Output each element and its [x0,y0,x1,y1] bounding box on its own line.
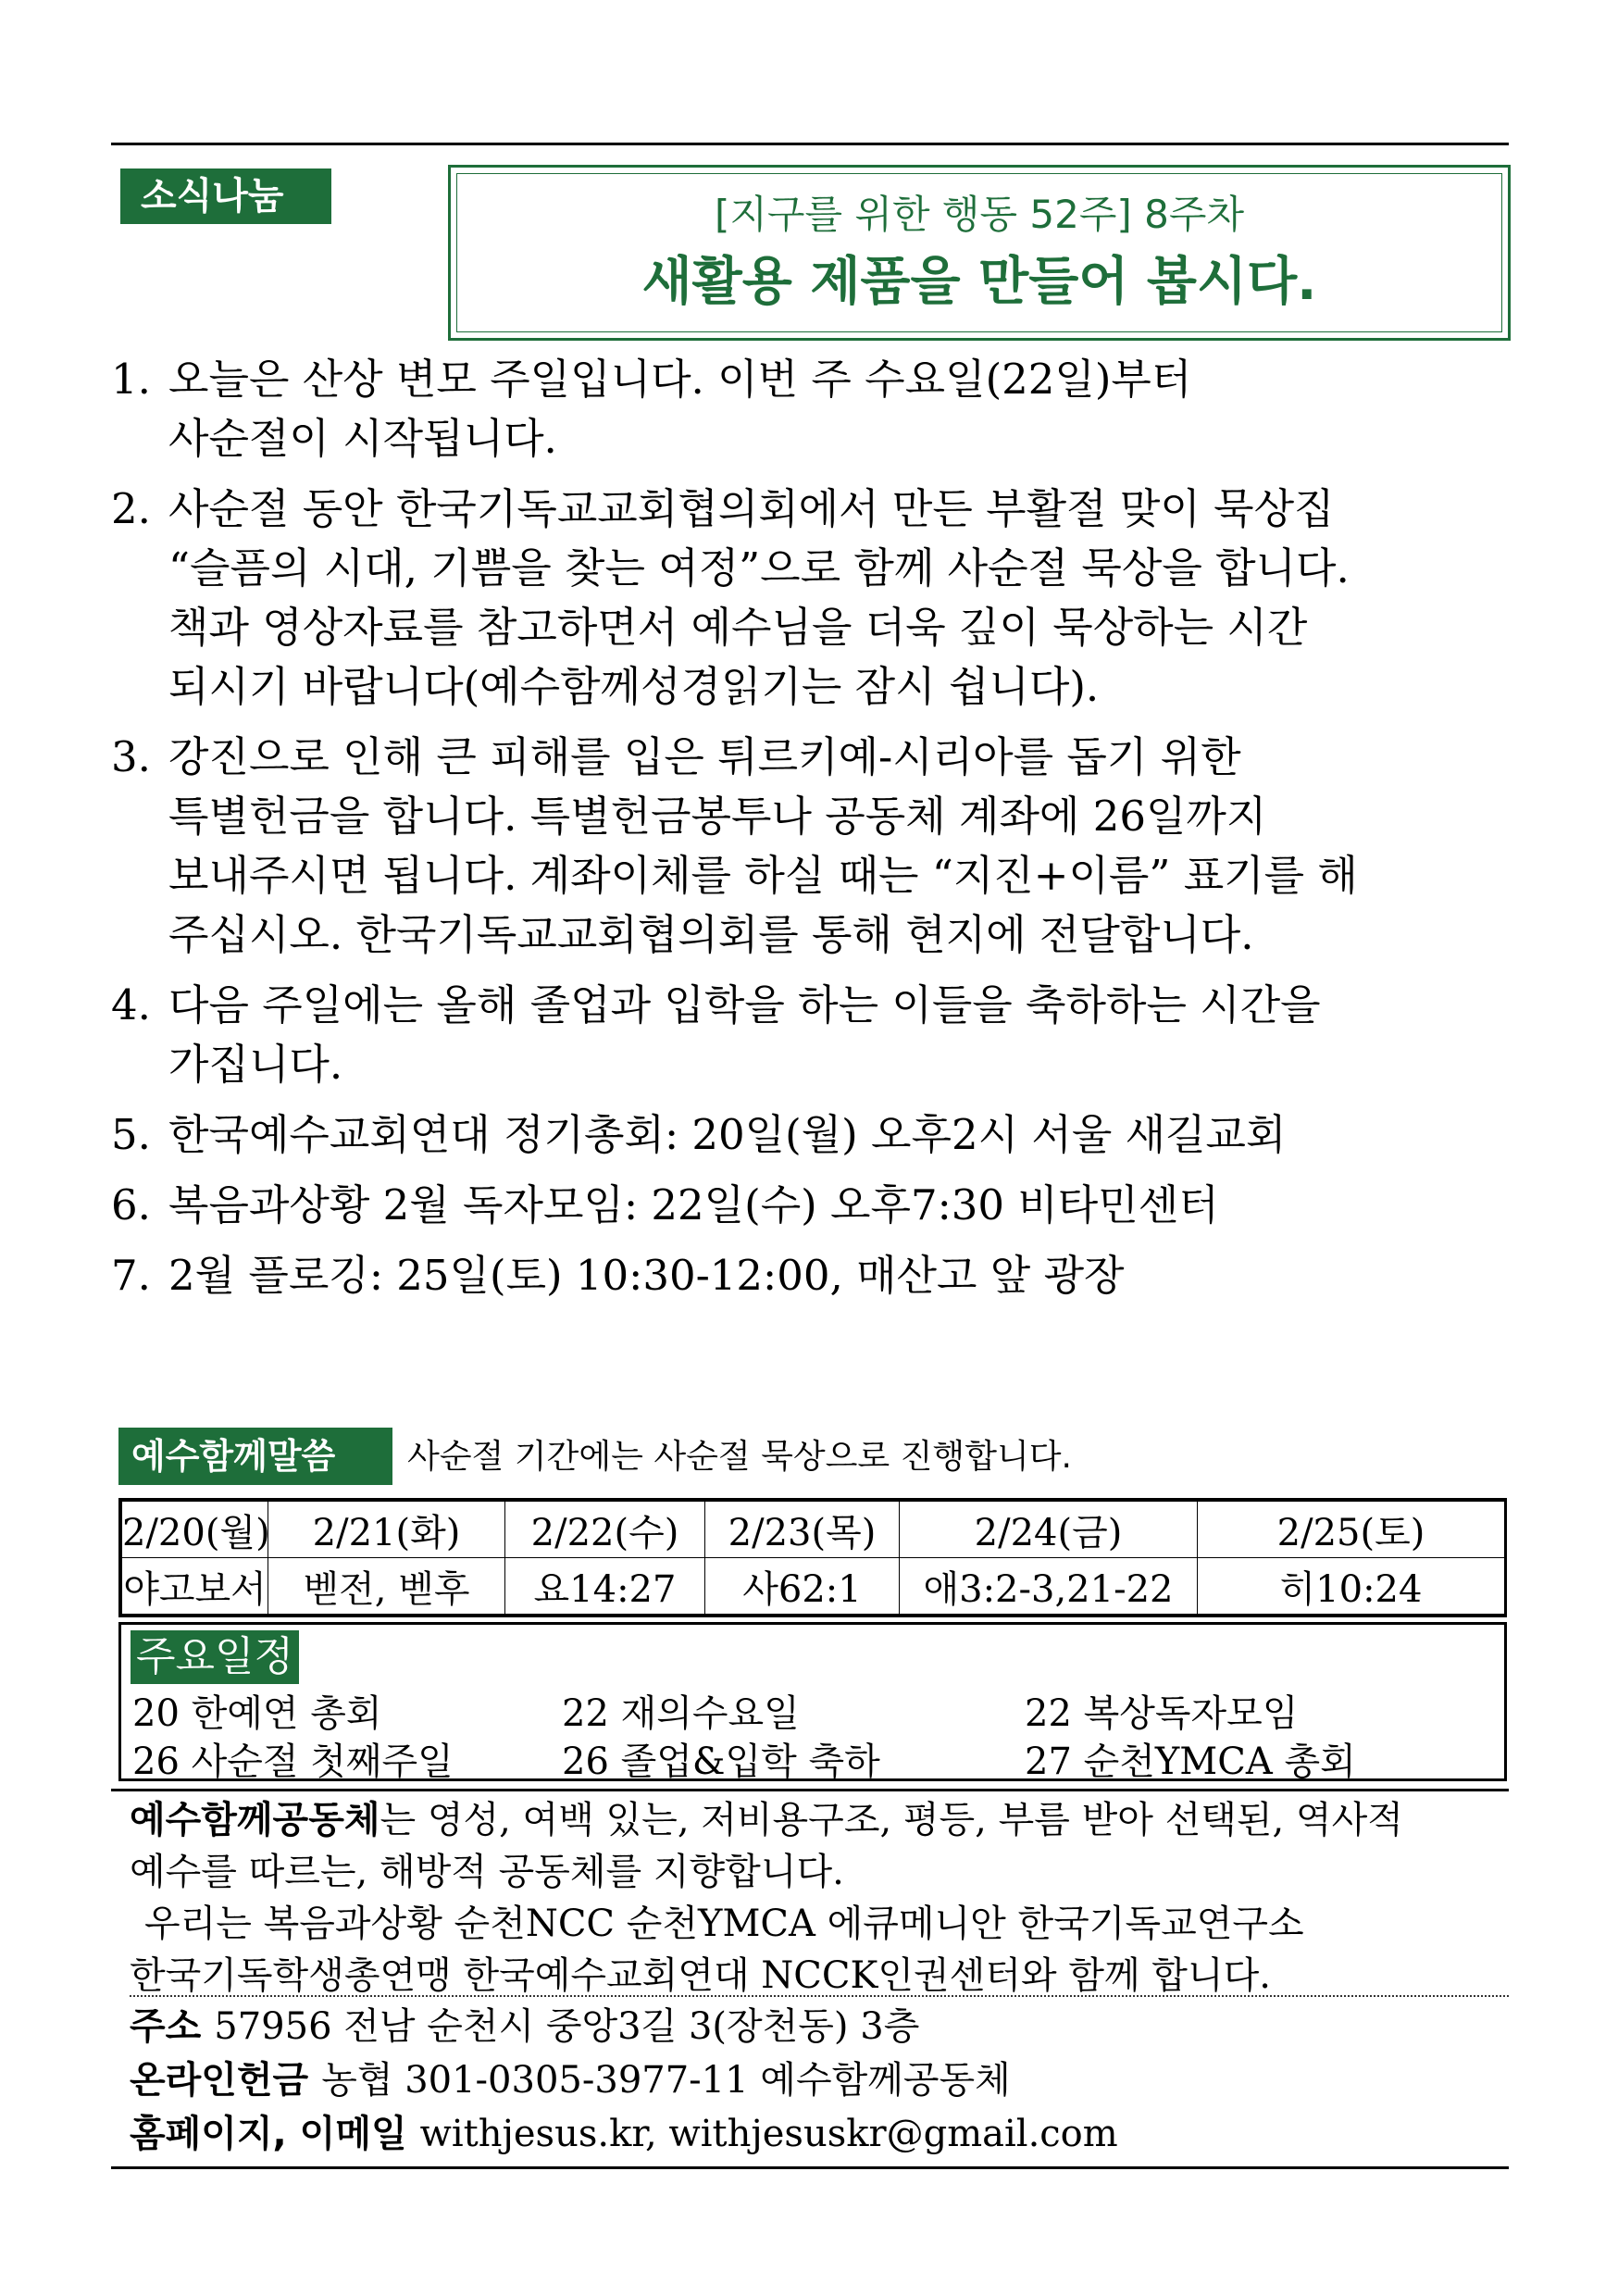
table-row [122,1502,1505,1558]
news-item-line: 사순절 동안 한국기독교교회협의회에서 만든 부활절 맞이 묵상집 [168,484,1335,533]
news-item-line: 강진으로 인해 큰 피해를 입은 튀르키예-시리아를 돕기 위한 [168,732,1241,781]
about-line: 한국기독학생총연맹 한국예수교회연대 NCCK인권센터와 함께 합니다. [130,1954,1271,1997]
news-item [111,976,1518,1094]
news-item-line: “슬픔의 시대, 기쁨을 찾는 여정”으로 함께 사순절 묵상을 합니다. [168,543,1350,593]
news-item-line: 사순절이 시작됩니다. [168,414,557,463]
news-item-number: 4. [111,980,151,1029]
headline-box [448,165,1511,341]
news-item-line: 특별헌금을 합니다. 특별헌금봉투나 공동체 계좌에 26일까지 [168,792,1267,841]
web-value: withjesus.kr, withjesuskr@gmail.com [419,2113,1118,2155]
news-item-line: 주십시오. 한국기독교교회협의회를 통해 현지에 전달합니다. [168,910,1254,959]
about-community [130,1794,1509,2002]
bible-section-tag: 예수함께말씀 [118,1428,392,1485]
mid-rule [111,1789,1509,1791]
news-item [111,480,1518,717]
news-item-line: 책과 영상자료를 참고하면서 예수님을 더욱 깊이 묵상하는 시간 [168,603,1308,652]
news-item-number: 1. [111,355,151,404]
reading-cell: 야고보서 [122,1558,268,1615]
date-cell: 2/22(수) [505,1502,705,1558]
web-line [130,2107,1509,2161]
news-item-number: 2. [111,484,151,533]
about-text: 는 영성, 여백 있는, 저비용구조, 평등, 부름 받아 선택된, 역사적 [380,1799,1403,1841]
news-item-line: 보내주시면 됩니다. 계좌이체를 하실 때는 “지진+이름” 표기를 해 [168,851,1358,900]
news-item [111,1105,1518,1165]
schedule-item: 27 순천YMCA 총회 [1025,1741,1356,1783]
reading-cell: 애3:2-3,21-22 [900,1558,1198,1615]
address-line [130,2000,1509,2053]
news-section-tag: 소식나눔 [120,168,331,224]
web-label: 홈페이지, 이메일 [130,2113,407,2155]
contact-info [130,2000,1509,2161]
schedule-item: 22 재의수요일 [562,1692,800,1735]
news-item-line: 2월 플로깅: 25일(토) 10:30-12:00, 매산고 앞 광장 [168,1251,1125,1300]
news-item-number: 3. [111,732,151,781]
news-item-number: 7. [111,1251,151,1300]
table-row [122,1558,1505,1615]
offering-label: 온라인헌금 [130,2059,309,2102]
news-item-number: 5. [111,1110,151,1159]
news-item [111,350,1518,468]
news-item [111,1246,1518,1305]
reading-cell: 벧전, 벧후 [268,1558,505,1615]
reading-cell: 요14:27 [505,1558,705,1615]
bible-reading-table [118,1498,1507,1617]
date-cell: 2/24(금) [900,1502,1198,1558]
about-line [130,1794,1509,1846]
community-name: 예수함께공동체 [130,1799,380,1841]
news-item-line: 되시기 바랍니다(예수함께성경읽기는 잠시 쉽니다). [168,662,1100,711]
schedule-item: 22 복상독자모임 [1025,1692,1299,1735]
news-item [111,1176,1518,1235]
dotted-divider [130,1995,1509,1997]
about-line: 우리는 복음과상황 순천NCC 순천YMCA 에큐메니안 한국기독교연구소 [144,1903,1304,1945]
about-line: 예수를 따르는, 해방적 공동체를 지향합니다. [130,1851,844,1893]
address-value: 57956 전남 순천시 중앙3길 3(장천동) 3층 [214,2005,920,2048]
headline-title: 새활용 제품을 만들어 봅시다. [641,252,1317,312]
date-cell: 2/25(토) [1198,1502,1505,1558]
bible-note: 사순절 기간에는 사순절 묵상으로 진행합니다. [407,1438,1072,1476]
address-label: 주소 [130,2005,202,2048]
date-cell: 2/21(화) [268,1502,505,1558]
news-list [111,350,1518,1316]
schedule-item: 26 졸업&입학 축하 [562,1741,880,1783]
top-rule [111,143,1509,145]
news-item-line: 다음 주일에는 올해 졸업과 입학을 하는 이들을 축하하는 시간을 [168,980,1321,1029]
schedule-tag: 주요일정 [131,1630,299,1684]
schedule-box [118,1622,1507,1781]
news-item-number: 6. [111,1180,151,1229]
reading-cell: 히10:24 [1198,1558,1505,1615]
news-item-line: 가집니다. [168,1040,343,1089]
offering-line [130,2053,1509,2107]
bottom-rule [111,2166,1509,2169]
headline-subtitle: [지구를 위한 행동 52주] 8주차 [714,192,1245,237]
date-cell: 2/23(목) [705,1502,900,1558]
news-item-line: 오늘은 산상 변모 주일입니다. 이번 주 수요일(22일)부터 [168,355,1192,404]
date-cell: 2/20(월) [122,1502,268,1558]
news-item-line: 한국예수교회연대 정기총회: 20일(월) 오후2시 서울 새길교회 [168,1110,1287,1159]
news-item [111,728,1518,965]
schedule-item: 20 한예연 총회 [132,1692,382,1735]
news-item-line: 복음과상황 2월 독자모임: 22일(수) 오후7:30 비타민센터 [168,1180,1219,1229]
headline-inner [456,173,1502,332]
schedule-item: 26 사순절 첫째주일 [132,1741,454,1783]
reading-cell: 사62:1 [705,1558,900,1615]
offering-value: 농협 301-0305-3977-11 예수함께공동체 [321,2059,1011,2102]
